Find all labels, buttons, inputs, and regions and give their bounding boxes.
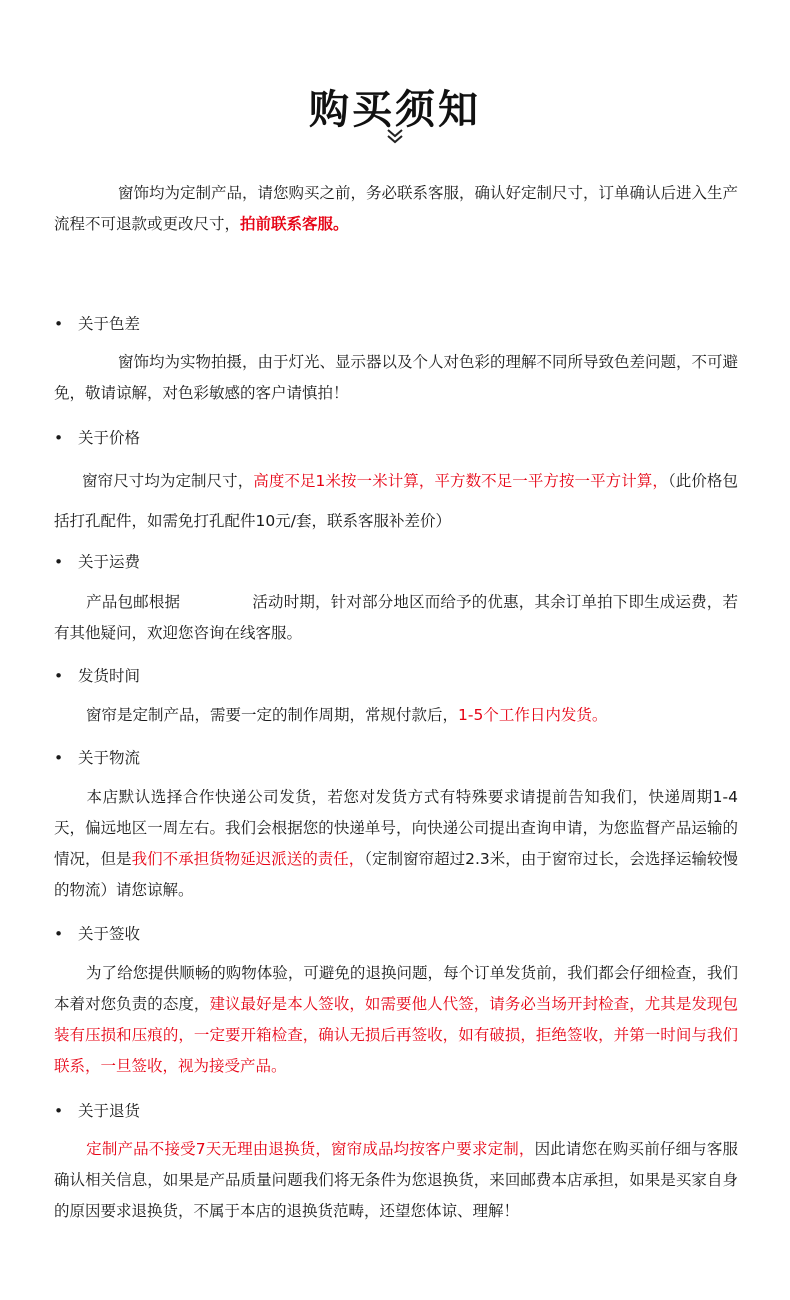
intro-paragraph: 窗饰均为定制产品，请您购买之前，务必联系客服，确认好定制尺寸，订单确认后进入生产流程不可退款或更改尺寸，拍前联系客服。 [54, 184, 739, 233]
section-heading-price: • 关于价格 [54, 429, 141, 447]
section-heading-receipt: • 关于签收 [54, 925, 141, 943]
section-text-dispatch: 窗帘是定制产品，需要一定的制作周期，常规付款后，1-5个工作日内发货。 [86, 706, 608, 724]
section-text-returns: 定制产品不接受7天无理由退换货，窗帘成品均按客户要求定制，因此请您在购买前仔细与客服确认相关信息，如果是产品质量问题我们将无条件为您退换货，来回邮费本店承担，如果是买家自身的原因要求退换货，不属于本店的退换货范畴，还望您体谅、理解！ [54, 1140, 738, 1220]
section-heading-logistics: • 关于物流 [54, 749, 141, 767]
section-heading-shipping: • 关于运费 [54, 553, 141, 571]
page-title: 购买须知 [309, 87, 481, 133]
intro-emphasis: 拍前联系客服。 [240, 215, 349, 233]
section-text-logistics: 本店默认选择合作快递公司发货，若您对发货方式有特殊要求请提前告知我们，快递周期1-4天，偏远地区一周左右。我们会根据您的快递单号，向快递公司提出查询申请，为您监督产品运输的情况，但是我们不承担货物延迟派送的责任，（定制窗帘超过2.3米，由于窗帘过长，会选择运输较慢的物流）请您谅解。 [54, 788, 738, 899]
section-heading-dispatch: • 发货时间 [54, 667, 141, 685]
section-heading-color: • 关于色差 [54, 315, 141, 333]
section-text-color: 窗饰均为实物拍摄，由于灯光、显示器以及个人对色彩的理解不同所导致色差问题，不可避免，敬请谅解，对色彩敏感的客户请慎拍！ [54, 353, 739, 402]
section-text-price: 窗帘尺寸均为定制尺寸，高度不足1米按一米计算，平方数不足一平方按一平方计算，（此价格包括打孔配件，如需免打孔配件10元/套，联系客服补差价） [54, 472, 738, 530]
section-text-receipt: 为了给您提供顺畅的购物体验，可避免的退换问题，每个订单发货前，我们都会仔细检查，我们本着对您负责的态度，建议最好是本人签收，如需要他人代签，请务必当场开封检查，尤其是发现包装有压损和压痕的，一定要开箱检查，确认无损后再签收，如有破损，拒绝签收，并第一时间与我们联系，一旦签收，视为接受产品。 [54, 964, 738, 1075]
section-heading-returns: • 关于退货 [54, 1102, 141, 1120]
section-text-shipping: 产品包邮根据 活动时期，针对部分地区而给予的优惠，其余订单拍下即生成运费，若有其他疑问，欢迎您咨询在线客服。 [54, 593, 738, 642]
chevron-down-icon [383, 124, 407, 148]
